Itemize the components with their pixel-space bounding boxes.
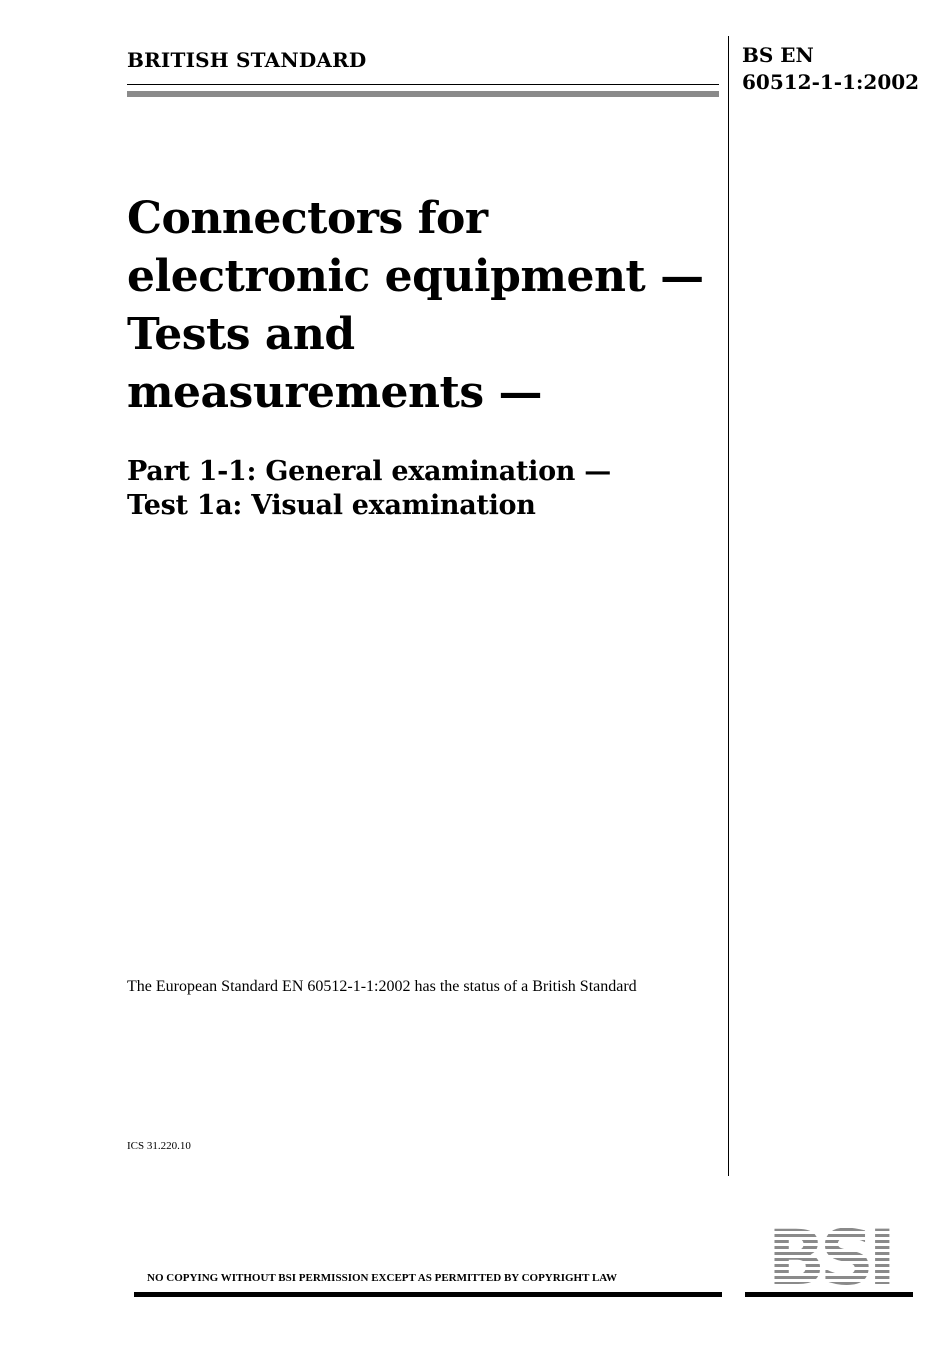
subtitle-line-2: Test 1a: Visual examination — [127, 490, 536, 521]
document-title — [127, 190, 727, 422]
header-thick-rule — [127, 91, 719, 97]
vertical-divider — [728, 36, 729, 1176]
standard-number — [742, 42, 919, 96]
document-subtitle — [127, 455, 611, 523]
title-line-1: Connectors for — [127, 193, 488, 244]
standard-number-line2: 60512-1-1:2002 — [742, 70, 920, 94]
title-line-2: electronic equipment — — [127, 251, 704, 302]
status-note: The European Standard EN 60512-1-1:2002 has the status of a British Standard — [127, 978, 637, 995]
footer-rule-right — [745, 1292, 913, 1297]
title-line-3: Tests and — [127, 309, 355, 360]
header-thin-rule — [127, 84, 719, 85]
standard-number-line1: BS EN — [742, 43, 814, 67]
ics-code: ICS 31.220.10 — [127, 1140, 191, 1152]
document-series-label: BRITISH STANDARD — [127, 48, 367, 72]
footer-rule-left — [134, 1292, 722, 1297]
copyright-notice: NO COPYING WITHOUT BSI PERMISSION EXCEPT AS PERMITTED BY COPYRIGHT LAW — [147, 1272, 618, 1284]
title-line-4: measurements — — [127, 367, 542, 418]
subtitle-line-1: Part 1-1: General examination — — [127, 456, 611, 487]
bsi-logo-icon — [745, 1222, 915, 1286]
bsi-logo-text: BSI — [767, 1222, 891, 1286]
